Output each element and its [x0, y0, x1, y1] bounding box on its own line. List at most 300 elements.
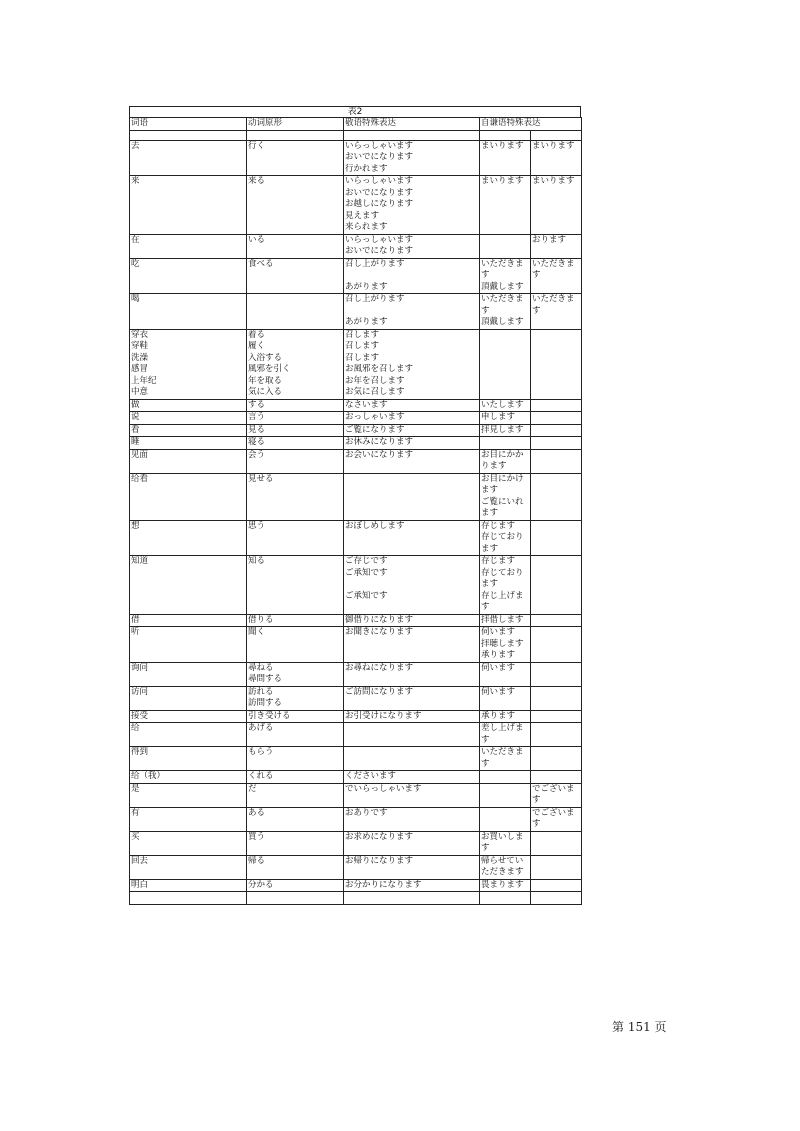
- cell-line: おいでになります: [345, 187, 414, 198]
- cell-humble: [480, 412, 531, 425]
- cell-line: 差し上げます: [481, 723, 524, 745]
- cell-humble: [480, 710, 531, 723]
- cell-polite: [531, 892, 582, 905]
- cell-line: 给: [131, 723, 140, 733]
- cell-polite: [531, 140, 582, 176]
- header-verb: 动词原形: [247, 118, 344, 131]
- cell-humble: [480, 258, 531, 294]
- cell-line: 想: [131, 520, 140, 531]
- cell-word: [130, 771, 247, 784]
- cell-humble: [480, 473, 531, 520]
- cell-line: お尋ねになります: [345, 662, 414, 673]
- cell-polite: [531, 662, 582, 686]
- cell-line: 見えます: [345, 210, 380, 221]
- cell-line: 来られます: [345, 222, 388, 232]
- cell-line: 中意: [131, 387, 149, 397]
- cell-line: でございます: [532, 783, 575, 805]
- cell-verb: [247, 556, 344, 615]
- cell-humble: [480, 879, 531, 892]
- cell-verb: [247, 140, 344, 176]
- cell-line: 访问: [131, 686, 149, 697]
- cell-polite: [531, 879, 582, 892]
- cell-humble: [480, 234, 531, 258]
- cell-polite: [531, 831, 582, 855]
- cell-line: する: [248, 399, 266, 410]
- cell-verb: [247, 747, 344, 771]
- cell-line: だ: [248, 783, 257, 794]
- table-row: [130, 614, 582, 627]
- cell-honor: [344, 710, 480, 723]
- cell-line: 吃: [131, 258, 140, 269]
- cell-humble: [480, 627, 531, 663]
- cell-line: あがります: [345, 317, 388, 327]
- cell-humble: [480, 424, 531, 437]
- cell-honor: [344, 879, 480, 892]
- cell-verb: [247, 473, 344, 520]
- cell-line: 年を取る: [248, 375, 283, 386]
- cell-line: 穿衣: [131, 329, 149, 340]
- cell-line: いただきます: [481, 294, 524, 316]
- cell-line: 入浴する: [248, 352, 283, 363]
- cell-verb: [247, 437, 344, 450]
- cell-line: まいります: [532, 176, 575, 186]
- cell-honor: [344, 412, 480, 425]
- cell-line: まいります: [481, 140, 524, 151]
- cell-verb: [247, 176, 344, 235]
- table-row: [130, 176, 582, 235]
- cell-line: 伺います: [481, 662, 516, 673]
- cell-verb: [247, 831, 344, 855]
- cell-line: お買いします: [481, 831, 524, 853]
- cell-line: お分かりになります: [345, 879, 422, 890]
- cell-line: いただきます: [481, 258, 524, 280]
- cell-word: [130, 176, 247, 235]
- cell-line: お風邪を召します: [345, 364, 414, 374]
- cell-word: [130, 662, 247, 686]
- cell-line: 思う: [248, 520, 266, 531]
- cell-line: でいらっしゃいます: [345, 783, 422, 794]
- cell-line: 買う: [248, 831, 266, 842]
- cell-word: [130, 855, 247, 879]
- cell-honor: [344, 892, 480, 905]
- cell-line: 召します: [345, 352, 380, 363]
- cell-line: 拝借します: [481, 614, 524, 625]
- cell-humble: [480, 771, 531, 784]
- cell-line: お休みになります: [345, 437, 414, 447]
- cell-word: [130, 556, 247, 615]
- cell-line: お年を召します: [345, 375, 405, 386]
- cell-verb: [247, 258, 344, 294]
- cell-line: いらっしゃいます: [345, 234, 414, 245]
- cell-line: ご承知です: [345, 567, 388, 578]
- table-row: [130, 449, 582, 473]
- cell-line: 存じ上げます: [481, 590, 524, 612]
- cell-humble: [480, 449, 531, 473]
- cell-polite: [531, 747, 582, 771]
- table-row: [130, 412, 582, 425]
- cell-line: おいでになります: [345, 246, 414, 256]
- cell-verb: [247, 424, 344, 437]
- cell-humble: [480, 723, 531, 747]
- cell-line: 着る: [248, 329, 266, 340]
- cell-word: [130, 879, 247, 892]
- cell-line: くれる: [248, 771, 274, 781]
- honorific-table: [129, 117, 582, 905]
- cell-word: [130, 723, 247, 747]
- table-row: [130, 723, 582, 747]
- table-row: [130, 437, 582, 450]
- cell-polite: [531, 234, 582, 258]
- cell-verb: [247, 329, 344, 399]
- cell-polite: [531, 258, 582, 294]
- header-word: 词语: [130, 118, 247, 131]
- cell-line: 御借りになります: [345, 614, 414, 625]
- cell-line: おいでになります: [345, 152, 414, 162]
- cell-line: 伺います: [481, 627, 516, 637]
- header-humble: 自谦语特殊表达: [480, 118, 582, 131]
- cell-polite: [531, 449, 582, 473]
- cell-honor: [344, 627, 480, 663]
- cell-line: 帰らせていただきます: [481, 855, 524, 877]
- cell-line: 言う: [248, 412, 266, 422]
- cell-line: 来る: [248, 176, 266, 186]
- cell-word: [130, 710, 247, 723]
- table-row: [130, 473, 582, 520]
- cell-line: ご覧になります: [345, 424, 405, 435]
- cell-line: [345, 270, 478, 282]
- cell-verb: [247, 234, 344, 258]
- cell-line: 来: [131, 176, 140, 186]
- table-row: [130, 879, 582, 892]
- cell-word: [130, 449, 247, 473]
- cell-verb: [247, 710, 344, 723]
- cell-word: [130, 258, 247, 294]
- cell-line: 存じます: [481, 556, 516, 566]
- cell-line: いらっしゃいます: [345, 140, 414, 151]
- cell-honor: [344, 234, 480, 258]
- cell-line: いらっしゃいます: [345, 176, 414, 186]
- cell-line: 申します: [481, 412, 516, 422]
- cell-line: 尋問する: [248, 674, 283, 684]
- table-row: [130, 831, 582, 855]
- cell-polite: [531, 520, 582, 556]
- table-row: [130, 234, 582, 258]
- table-row: [130, 140, 582, 176]
- cell-honor: [344, 807, 480, 831]
- cell-line: 穿鞋: [131, 341, 149, 351]
- cell-line: 回去: [131, 855, 149, 866]
- cell-line: 行く: [248, 140, 266, 151]
- cell-polite: [531, 686, 582, 710]
- cell-line: 有: [131, 807, 140, 818]
- cell-humble: [480, 855, 531, 879]
- cell-line: 接受: [131, 710, 149, 721]
- cell-honor: [344, 855, 480, 879]
- cell-line: ご承知です: [345, 590, 388, 601]
- cell-honor: [344, 176, 480, 235]
- cell-line: 上年纪: [131, 375, 157, 386]
- cell-line: 頂戴します: [481, 317, 524, 327]
- cell-honor: [344, 771, 480, 784]
- cell-line: おありです: [345, 807, 388, 818]
- cell-humble: [480, 614, 531, 627]
- table-row: [130, 686, 582, 710]
- cell-line: 给看: [131, 473, 149, 484]
- cell-word: [130, 831, 247, 855]
- table-row: [130, 662, 582, 686]
- cell-honor: [344, 614, 480, 627]
- cell-line: 知る: [248, 556, 266, 566]
- cell-line: 喝: [131, 294, 140, 304]
- cell-polite: [531, 614, 582, 627]
- cell-humble: [480, 329, 531, 399]
- cell-verb: [247, 662, 344, 686]
- cell-humble: [480, 783, 531, 807]
- cell-line: 頂戴します: [481, 281, 524, 292]
- cell-polite: [531, 294, 582, 330]
- cell-verb: [247, 399, 344, 412]
- cell-verb: [247, 627, 344, 663]
- cell-line: いただきます: [532, 258, 575, 280]
- cell-polite: [531, 723, 582, 747]
- cell-line: 听: [131, 627, 140, 637]
- header-row: [130, 118, 582, 131]
- cell-line: 召します: [345, 329, 380, 340]
- cell-line: 借りる: [248, 614, 274, 625]
- cell-word: [130, 424, 247, 437]
- cell-line: お越しになります: [345, 199, 414, 209]
- cell-humble: [480, 662, 531, 686]
- cell-line: 存じます: [481, 520, 516, 531]
- cell-polite: [531, 556, 582, 615]
- cell-line: 睡: [131, 437, 140, 447]
- table-row: [130, 258, 582, 294]
- table-row: [130, 329, 582, 399]
- cell-line: 召し上がります: [345, 294, 405, 304]
- cell-line: くださいます: [345, 771, 397, 781]
- cell-verb: [247, 879, 344, 892]
- cell-polite: [531, 473, 582, 520]
- cell-line: 訪れる: [248, 686, 274, 697]
- cell-line: 知道: [131, 556, 149, 566]
- cell-line: 是: [131, 783, 140, 794]
- table-row: [130, 424, 582, 437]
- cell-verb: [247, 783, 344, 807]
- cell-verb: [247, 686, 344, 710]
- cell-polite: [531, 807, 582, 831]
- cell-polite: [531, 855, 582, 879]
- cell-line: 寝る: [248, 437, 266, 447]
- cell-line: おぼしめします: [345, 520, 405, 531]
- cell-line: 拝聴します: [481, 638, 524, 649]
- cell-line: [345, 306, 478, 318]
- cell-polite: [531, 783, 582, 807]
- cell-honor: [344, 556, 480, 615]
- cell-line: 風邪を引く: [248, 364, 291, 374]
- cell-word: [130, 807, 247, 831]
- cell-line: お目にかかります: [481, 449, 524, 471]
- cell-verb: [247, 614, 344, 627]
- cell-line: いただきます: [481, 747, 524, 769]
- cell-line: 聞く: [248, 627, 266, 637]
- cell-word: [130, 747, 247, 771]
- cell-line: 召します: [345, 341, 380, 351]
- cell-humble: [480, 892, 531, 905]
- cell-verb: [247, 412, 344, 425]
- cell-honor: [344, 473, 480, 520]
- honorific-table-sheet: [129, 106, 581, 905]
- cell-line: ご覧にいれます: [481, 496, 524, 518]
- table-row: [130, 627, 582, 663]
- cell-line: お帰りになります: [345, 855, 414, 866]
- cell-word: [130, 329, 247, 399]
- cell-word: [130, 234, 247, 258]
- cell-humble: [480, 399, 531, 412]
- cell-word: [130, 627, 247, 663]
- cell-line: 存じております: [481, 567, 524, 589]
- cell-line: 履く: [248, 341, 266, 351]
- cell-honor: [344, 294, 480, 330]
- cell-honor: [344, 783, 480, 807]
- cell-line: 得到: [131, 747, 149, 757]
- table-row: [130, 294, 582, 330]
- cell-verb: [247, 807, 344, 831]
- table-row: [130, 399, 582, 412]
- cell-polite: [531, 710, 582, 723]
- cell-honor: [344, 424, 480, 437]
- cell-line: 伺います: [481, 686, 516, 697]
- cell-line: 见面: [131, 449, 149, 460]
- cell-honor: [344, 329, 480, 399]
- cell-humble: [480, 556, 531, 615]
- cell-humble: [480, 747, 531, 771]
- cell-verb: [247, 520, 344, 556]
- cell-word: [130, 399, 247, 412]
- cell-humble: [480, 831, 531, 855]
- cell-line: ご訪問になります: [345, 686, 414, 697]
- cell-honor: [344, 686, 480, 710]
- cell-polite: [531, 771, 582, 784]
- table-row: [130, 710, 582, 723]
- header-spacer-row: [130, 130, 582, 140]
- cell-word: [130, 412, 247, 425]
- cell-verb: [247, 855, 344, 879]
- cell-line: 行かれます: [345, 163, 388, 174]
- cell-humble: [480, 437, 531, 450]
- cell-line: 分かる: [248, 879, 274, 890]
- cell-honor: [344, 723, 480, 747]
- table-title: 表2: [129, 106, 581, 117]
- cell-polite: [531, 424, 582, 437]
- cell-line: ある: [248, 807, 266, 818]
- cell-word: [130, 783, 247, 807]
- cell-humble: [480, 176, 531, 235]
- cell-line: 尋ねる: [248, 662, 274, 673]
- cell-polite: [531, 627, 582, 663]
- cell-line: 見せる: [248, 473, 274, 484]
- cell-line: 召し上がります: [345, 258, 405, 269]
- cell-line: ご存じです: [345, 556, 388, 566]
- cell-line: 借: [131, 614, 140, 625]
- cell-honor: [344, 831, 480, 855]
- header-honorific: 敬语特殊表达: [344, 118, 480, 131]
- cell-line: [345, 579, 478, 591]
- cell-line: 帰る: [248, 855, 266, 866]
- cell-line: 感冒: [131, 364, 149, 374]
- cell-line: 訪問する: [248, 698, 283, 708]
- cell-line: 给（我）: [131, 771, 166, 781]
- cell-humble: [480, 294, 531, 330]
- cell-word: [130, 520, 247, 556]
- cell-word: [130, 473, 247, 520]
- cell-word: [130, 294, 247, 330]
- cell-word: [130, 686, 247, 710]
- cell-line: 说: [131, 412, 140, 422]
- table-row: [130, 747, 582, 771]
- cell-line: おっしゃいます: [345, 412, 405, 422]
- cell-polite: [531, 176, 582, 235]
- table-row: [130, 807, 582, 831]
- cell-line: お引受けになります: [345, 710, 422, 721]
- cell-line: 気に入る: [248, 387, 283, 397]
- table-row: [130, 855, 582, 879]
- cell-line: おります: [532, 234, 567, 245]
- cell-humble: [480, 686, 531, 710]
- cell-humble: [480, 140, 531, 176]
- cell-line: いただきます: [532, 294, 575, 316]
- cell-polite: [531, 399, 582, 412]
- cell-line: でございます: [532, 807, 575, 829]
- cell-line: まいります: [532, 140, 575, 151]
- table-row: [130, 520, 582, 556]
- cell-line: いる: [248, 234, 266, 245]
- cell-polite: [531, 412, 582, 425]
- page-number: 第 151 页: [612, 1020, 667, 1034]
- cell-line: 承ります: [481, 710, 516, 721]
- cell-line: お会いになります: [345, 449, 414, 460]
- cell-line: お気に召します: [345, 387, 405, 397]
- cell-word: [130, 614, 247, 627]
- cell-honor: [344, 437, 480, 450]
- cell-honor: [344, 520, 480, 556]
- cell-verb: [247, 771, 344, 784]
- cell-line: 存じております: [481, 532, 524, 554]
- table-row: [130, 783, 582, 807]
- cell-word: [130, 892, 247, 905]
- cell-line: 询问: [131, 662, 149, 673]
- table-body: [130, 140, 582, 904]
- cell-humble: [480, 520, 531, 556]
- cell-polite: [531, 437, 582, 450]
- cell-line: 在: [131, 234, 140, 245]
- cell-line: 拝見します: [481, 424, 524, 435]
- cell-line: まいります: [481, 176, 524, 186]
- cell-word: [130, 437, 247, 450]
- cell-line: 去: [131, 140, 140, 151]
- table-row: [130, 556, 582, 615]
- cell-line: 明白: [131, 879, 149, 890]
- cell-humble: [480, 807, 531, 831]
- cell-line: 畏まります: [481, 879, 524, 890]
- cell-polite: [531, 329, 582, 399]
- cell-verb: [247, 449, 344, 473]
- cell-line: あげる: [248, 723, 274, 733]
- cell-honor: [344, 399, 480, 412]
- cell-honor: [344, 662, 480, 686]
- cell-honor: [344, 140, 480, 176]
- cell-line: 会う: [248, 449, 266, 460]
- cell-line: 洗澡: [131, 352, 149, 363]
